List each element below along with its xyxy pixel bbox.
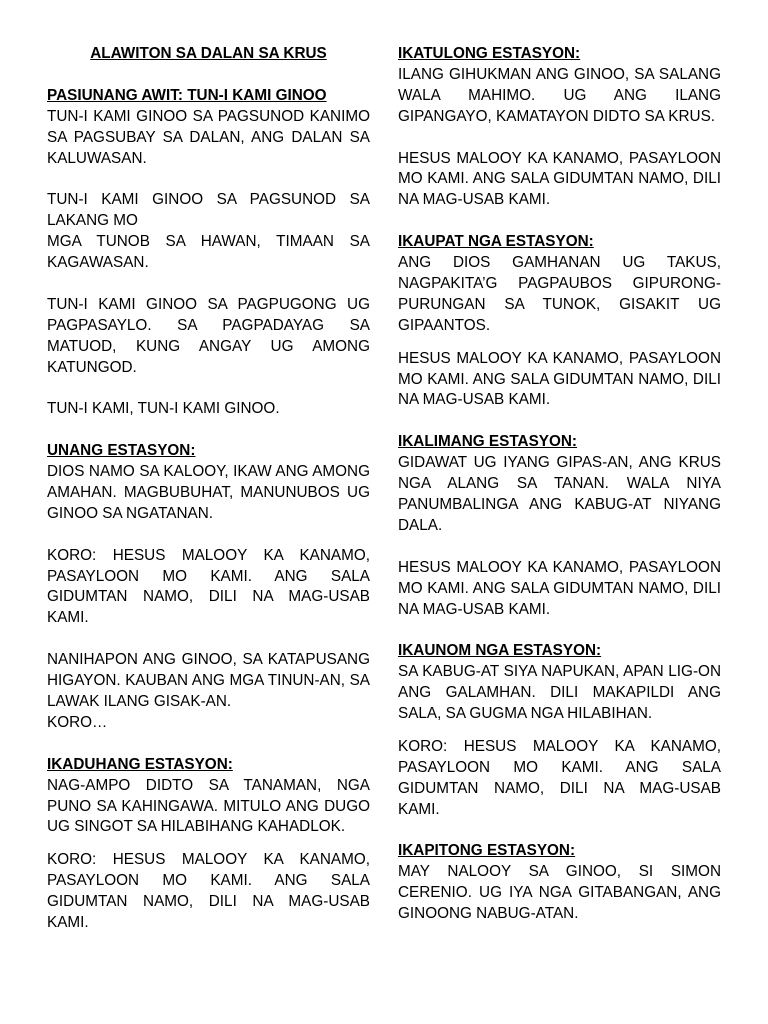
station-1-koro-short: KORO… bbox=[47, 713, 108, 731]
station-2-koro: KORO: HESUS MALOOY KA KANAMO, PASAYLOON MO KAMI. ANG SALA GIDUMTAN NAMO, DILI NA MAG-USAB KAMI. bbox=[47, 851, 370, 932]
station-3-koro: HESUS MALOOY KA KANAMO, PASAYLOON MO KAMI. ANG SALA GIDUMTAN NAMO, DILI NA MAG-USAB KAMI. bbox=[398, 149, 721, 209]
opening-song-heading: PASIUNANG AWIT: TUN-I KAMI GINOO bbox=[47, 86, 327, 104]
right-column bbox=[398, 44, 721, 925]
station-1-text: DIOS NAMO SA KALOOY, IKAW ANG AMONG AMAHAN. MAGBUBUHAT, MANUNUBOS UG GINOO SA NGATANAN. bbox=[47, 463, 370, 522]
opening-verse-3: TUN-I KAMI GINOO SA PAGPUGONG UG PAGPASAYLO. SA PAGPADAYAG SA MATUOD, KUNG ANGAY UG AMONG KATUNGOD. bbox=[47, 295, 370, 376]
station-5-koro: HESUS MALOOY KA KANAMO, PASAYLOON MO KAMI. ANG SALA GIDUMTAN NAMO, DILI NA MAG-USAB KAMI. bbox=[398, 558, 721, 618]
station-7-text: MAY NALOOY SA GINOO, SI SIMON CERENIO. UG IYA NGA GITABANGAN, ANG GINOONG NABUG-ATAN. bbox=[398, 863, 721, 923]
station-6-text: SA KABUG-AT SIYA NAPUKAN, APAN LIG-ON ANG GALAMHAN. DILI MAKAPILDI ANG SALA, SA GUGMA NGA HILABIHAN. bbox=[398, 663, 721, 723]
opening-verse-2a: TUN-I KAMI GINOO SA PAGSUNOD SA LAKANG MO bbox=[47, 191, 370, 230]
station-1-text-2: NANIHAPON ANG GINOO, SA KATAPUSANG HIGAYON. KAUBAN ANG MGA TINUN-AN, SA LAWAK ILANG GISAK-AN. bbox=[47, 651, 370, 710]
station-4-koro: HESUS MALOOY KA KANAMO, PASAYLOON MO KAMI. ANG SALA GIDUMTAN NAMO, DILI NA MAG-USAB KAMI. bbox=[398, 349, 721, 409]
opening-verse-4: TUN-I KAMI, TUN-I KAMI GINOO. bbox=[47, 400, 280, 418]
station-2-heading: IKADUHANG ESTASYON: bbox=[47, 755, 233, 773]
station-7-heading: IKAPITONG ESTASYON: bbox=[398, 842, 576, 860]
station-2-text: NAG-AMPO DIDTO SA TANAMAN, NGA PUNO SA KAHINGAWA. MITULO ANG DUGO UG SINGOT SA HILABIHANG KAHADLOK. bbox=[47, 776, 370, 836]
opening-verse-2b: MGA TUNOB SA HAWAN, TIMAAN SA KAGAWASAN. bbox=[47, 233, 370, 272]
opening-verse-1: TUN-I KAMI GINOO SA PAGSUNOD KANIMO SA PAGSUBAY SA DALAN, ANG DALAN SA KALUWASAN. bbox=[47, 107, 370, 167]
station-3-text: ILANG GIHUKMAN ANG GINOO, SA SALANG WALA MAHIMO. UG ANG ILANG GIPANGAYO, KAMATAYON DIDTO SA KRUS. bbox=[398, 65, 721, 125]
station-1-heading: UNANG ESTASYON: bbox=[47, 442, 196, 460]
station-4-heading: IKAUPAT NGA ESTASYON: bbox=[398, 233, 594, 251]
station-5-text: GIDAWAT UG IYANG GIPAS-AN, ANG KRUS NGA ALANG SA TANAN. WALA NIYA PANUMBALINGA ANG KABUG-AT NIYANG DALA. bbox=[398, 454, 721, 534]
station-3-heading: IKATULONG ESTASYON: bbox=[398, 45, 581, 62]
station-6-heading: IKAUNOM NGA ESTASYON: bbox=[398, 642, 602, 660]
station-1-koro: KORO: HESUS MALOOY KA KANAMO, PASAYLOON MO KAMI. ANG SALA GIDUMTAN NAMO, DILI NA MAG-USAB KAMI. bbox=[47, 546, 370, 627]
station-6-koro: KORO: HESUS MALOOY KA KANAMO, PASAYLOON MO KAMI. ANG SALA GIDUMTAN NAMO, DILI NA MAG-USAB KAMI. bbox=[398, 737, 721, 818]
station-5-heading: IKALIMANG ESTASYON: bbox=[398, 433, 578, 451]
station-4-text: ANG DIOS GAMHANAN UG TAKUS, NAGPAKITA’G PAGPAUBOS GIPURONG-PURUNGAN SA TUNOK, GISAKIT UG GIPAANTOS. bbox=[398, 254, 721, 334]
document-title: ALAWITON SA DALAN SA KRUS bbox=[90, 45, 327, 62]
left-column bbox=[47, 44, 370, 934]
